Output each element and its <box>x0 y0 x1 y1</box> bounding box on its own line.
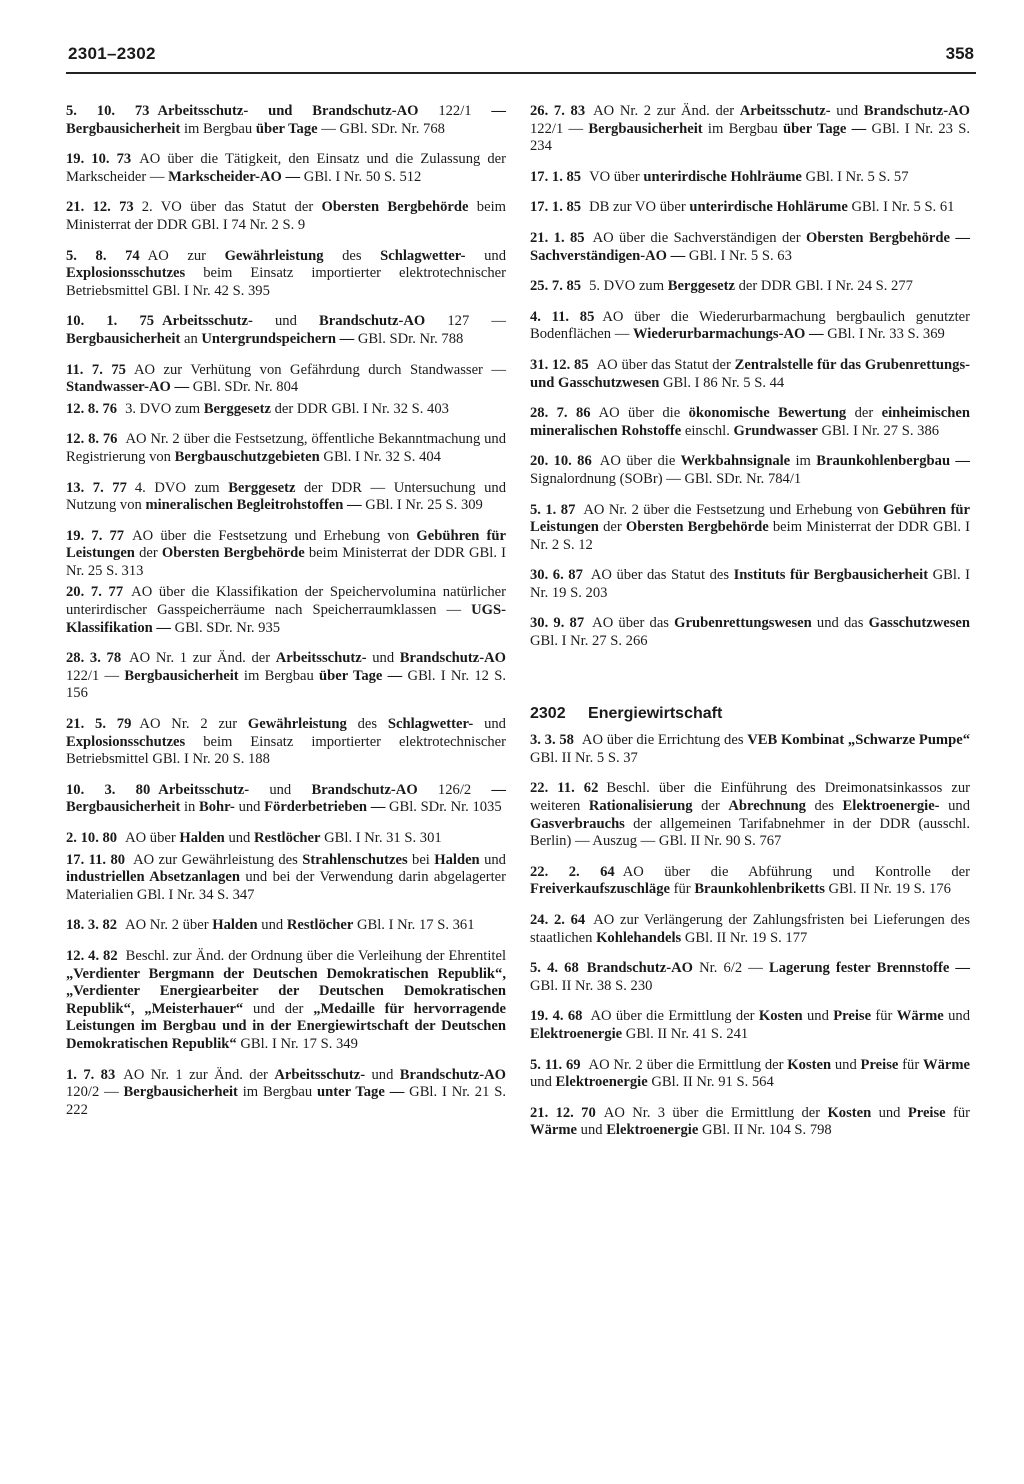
entry-text: AO zur Gewährleistung des <box>133 851 303 868</box>
entry-keyword: Arbeitsschutz- <box>158 781 250 798</box>
entry-text: in <box>180 799 199 816</box>
entry-keyword: Brandschutz-AO <box>319 313 426 330</box>
entry-text: AO über die Wiederurbarmachung bergbaulich genutzter Bodenflächen — <box>530 308 970 343</box>
index-entry <box>66 362 506 397</box>
entry-keyword: Bergbauschutzgebieten <box>174 448 320 465</box>
index-entry <box>530 278 970 296</box>
entry-text: und <box>831 1056 861 1073</box>
index-entry <box>530 567 970 602</box>
entry-text: und <box>224 830 254 846</box>
entry-keyword: unter Tage — <box>317 1084 405 1101</box>
entry-text: im Bergbau <box>238 667 320 684</box>
entry-text: AO über die Ermittlung der <box>590 1008 759 1025</box>
entry-keyword: Wärme <box>530 1122 578 1139</box>
entry-keyword: Kohlehandels <box>596 929 682 946</box>
section-title: Energiewirtschaft <box>588 704 723 722</box>
entry-text: und <box>479 851 506 868</box>
entry-keyword: Gewährleistung <box>224 247 324 264</box>
entry-date: 10. 3. 80 <box>66 781 151 798</box>
index-entry <box>530 169 970 187</box>
entry-date: 19. 4. 68 <box>530 1008 583 1025</box>
entry-text: Beschl. zur Änd. der Ordnung über die Verleihung der Ehrentitel <box>125 947 506 964</box>
entry-date: 11. 7. 75 <box>66 361 126 378</box>
entry-keyword: Berggesetz <box>228 479 296 496</box>
entry-date: 1. 7. 83 <box>66 1066 116 1083</box>
entry-keyword: industriellen Absetzanlagen <box>66 869 240 886</box>
index-entry <box>66 852 506 905</box>
entry-text: 4. DVO zum <box>134 479 229 496</box>
entry-text: GBl. I Nr. 23 S. 234 <box>530 120 970 155</box>
index-entry <box>66 151 506 186</box>
left-column <box>66 103 506 1132</box>
entry-keyword: „Verdienter Bergmann der Deutschen Demokratischen Republik“, „Verdienter Energiearbeiter der Deutschen Demokratischen Republik“, „Meisterhauer“ <box>66 965 506 1017</box>
entry-keyword: Arbeitsschutz- <box>739 103 831 119</box>
entry-keyword: unterirdische Hohlärume <box>689 199 848 216</box>
index-entry <box>66 782 506 817</box>
entry-keyword: Obersten Bergbehörde — Sachverständigen-AO — <box>530 229 970 264</box>
entry-text: AO zur <box>147 247 225 264</box>
entry-keyword: über Tage <box>255 120 318 137</box>
entry-date: 22. 11. 62 <box>530 780 599 797</box>
entry-text: GBl. I Nr. 5 S. 63 <box>685 247 792 264</box>
entry-keyword: Arbeitsschutz- <box>275 650 367 667</box>
page-range-label: 2301–2302 <box>68 44 156 63</box>
entry-date: 19. 7. 77 <box>66 527 125 544</box>
entry-text: für <box>871 1008 897 1025</box>
entry-keyword: Braunkohlenbergbau — <box>816 453 971 470</box>
entry-date: 20. 7. 77 <box>66 584 124 601</box>
entry-date: 10. 1. 75 <box>66 313 155 330</box>
entry-text: beim Einsatz importierter elektrotechnischer Betriebsmittel GBl. I Nr. 20 S. 188 <box>66 733 506 768</box>
entry-text: GBl. I Nr. 17 S. 349 <box>236 1035 358 1052</box>
entry-date: 21. 5. 79 <box>66 716 132 733</box>
entry-text: der allgemeinen Tarifabnehmer in der DDR (ausschl. Berlin) — Auszug — GBl. II Nr. 90 S. 767 <box>530 815 970 850</box>
entry-text: GBl. I Nr. 19 S. 203 <box>530 567 971 601</box>
index-entry <box>530 864 970 899</box>
entry-keyword: Elektroenergie <box>530 1025 623 1042</box>
entry-keyword: Brandschutz-AO <box>399 650 506 667</box>
entry-text: Nr. 6/2 — <box>692 960 769 977</box>
entry-text: und der <box>243 1000 314 1017</box>
entry-text: AO Nr. 2 über die Ermittlung der <box>588 1056 788 1073</box>
entry-keyword: unterirdische Hohlräume <box>643 168 802 185</box>
entry-keyword: Berggesetz <box>667 278 735 295</box>
index-entry <box>530 1105 970 1140</box>
index-entry <box>530 357 970 392</box>
entry-text: beim Ministerrat der DDR GBl. I Nr. 25 S. 313 <box>66 545 506 579</box>
entry-keyword: „Medaille für hervorragende Leistungen im Bergbau und in der Energiewirtschaft der Deutschen Demokratischen Republik“ <box>66 1000 506 1052</box>
entry-text: AO zur Verhütung von Gefährdung durch Standwasser — <box>133 361 506 378</box>
index-entry <box>530 615 970 650</box>
entry-keyword: Preise <box>860 1056 899 1073</box>
entry-text: GBl. II Nr. 19 S. 176 <box>824 881 951 898</box>
entry-date: 26. 7. 83 <box>530 103 586 119</box>
entry-text: und <box>473 716 506 733</box>
entry-text: beim Ministerrat der DDR GBl. I Nr. 2 S. 12 <box>530 519 970 553</box>
entry-date: 30. 6. 87 <box>530 567 583 584</box>
entry-text: für <box>669 881 695 898</box>
entry-text: des <box>323 247 381 264</box>
entry-text: und <box>577 1122 607 1139</box>
entry-keyword: UGS-Klassifikation — <box>66 602 506 636</box>
entry-text: 127 — <box>425 313 507 330</box>
entry-text: und <box>530 1074 556 1091</box>
entry-text: für <box>898 1056 923 1073</box>
entry-text: GBl. I Nr. 27 S. 386 <box>817 422 940 439</box>
entry-text: AO Nr. 2 zur Änd. der <box>593 103 740 119</box>
entry-keyword: Arbeitsschutz- und Brandschutz-AO <box>157 103 419 119</box>
entry-text: AO über die Sachverständigen der <box>592 229 806 246</box>
entry-text: und bei der Verwendung darin abgelagerter Materialien GBl. I Nr. 34 S. 347 <box>66 869 506 903</box>
entry-keyword: Wärme <box>922 1056 970 1073</box>
index-entry <box>530 309 970 344</box>
entry-text: an <box>180 330 202 347</box>
entry-text: und <box>465 247 506 264</box>
entry-text: AO über die Errichtung des <box>581 732 748 749</box>
index-entry <box>66 948 506 1054</box>
entry-text: 122/1 <box>418 103 492 119</box>
entry-keyword: Schlagwetter- <box>380 247 466 264</box>
entry-keyword: Obersten Bergbehörde <box>321 199 469 216</box>
entry-date: 21. 12. 73 <box>66 199 134 216</box>
entry-keyword: Elektroenergie <box>606 1122 699 1139</box>
entry-keyword: Bergbausicherheit <box>588 120 703 137</box>
entry-date: 3. 3. 58 <box>530 732 574 749</box>
entry-keyword: Obersten Bergbehörde <box>161 545 305 562</box>
entry-text: AO über die Klassifikation der Speichervolumina natürlicher unterirdischer Gasspeicherräume nach Speicherraumklassen — <box>66 584 506 619</box>
page-number: 358 <box>945 44 974 63</box>
entry-text: GBl. I Nr. 31 S. 301 <box>320 830 442 846</box>
entry-keyword: Bohr- <box>198 799 235 816</box>
index-entry <box>66 716 506 769</box>
entry-text: der DDR GBl. I Nr. 24 S. 277 <box>734 278 913 295</box>
entry-date: 21. 1. 85 <box>530 229 585 246</box>
entry-text: des <box>346 716 388 733</box>
entry-keyword: einheimischen mineralischen Rohstoffe <box>530 405 970 439</box>
entry-keyword: Brandschutz-AO <box>311 781 418 798</box>
entry-text: GBl. II Nr. 19 S. 177 <box>681 929 808 946</box>
entry-text: und <box>234 799 265 816</box>
section-heading <box>530 705 970 723</box>
entry-text: GBl. SDr. Nr. 935 <box>171 619 281 636</box>
index-entry <box>66 248 506 301</box>
entry-text: AO Nr. 2 über die Festsetzung, öffentliche Bekanntmachung und Registrierung von <box>66 431 506 465</box>
entry-text: im Bergbau <box>237 1084 317 1101</box>
entry-text: GBl. I Nr. 50 S. 512 <box>300 168 422 185</box>
entry-keyword: Gasverbrauchs <box>530 815 625 832</box>
entry-text: der <box>846 405 882 422</box>
index-entry <box>66 313 506 348</box>
index-entry <box>530 453 970 488</box>
entry-keyword: Gebühren für Leistungen <box>530 501 971 536</box>
index-entry <box>530 502 970 555</box>
entry-text: — GBl. SDr. Nr. 768 <box>317 120 445 137</box>
entry-keyword: Bergbausicherheit <box>123 1084 238 1101</box>
entry-keyword: ökonomische Bewertung <box>688 405 847 422</box>
entry-date: 19. 10. 73 <box>66 151 132 168</box>
index-entry <box>530 230 970 265</box>
entry-text: AO zur Verlängerung der Zahlungsfristen bei Lieferungen des staatlichen <box>530 912 971 946</box>
entry-text: GBl. I Nr. 17 S. 361 <box>353 917 475 934</box>
entry-keyword: Untergrundspeichern — <box>201 330 355 347</box>
entry-text: GBl. I Nr. 25 S. 309 <box>361 497 483 514</box>
index-entry <box>530 405 970 440</box>
entry-text: 5. DVO zum <box>589 278 668 295</box>
entry-keyword: Halden <box>434 851 480 868</box>
entry-keyword: Wiederurbarmachungs-AO — <box>632 326 824 343</box>
index-entry <box>66 401 506 419</box>
index-entry <box>66 1067 506 1120</box>
entry-keyword: Halden <box>179 830 225 846</box>
entry-text: und <box>366 650 400 667</box>
entry-keyword: Förderbetrieben — <box>264 799 386 816</box>
header-rule <box>66 72 976 74</box>
index-entry <box>66 103 506 138</box>
entry-text: der DDR GBl. I Nr. 32 S. 403 <box>270 400 449 417</box>
entry-keyword: Obersten Bergbehörde <box>625 519 769 536</box>
entry-text: und <box>939 798 970 815</box>
entry-text: GBl. I Nr. 32 S. 404 <box>319 448 441 465</box>
entry-text: 3. DVO zum <box>125 400 204 417</box>
entry-keyword: Brandschutz-AO <box>586 960 693 977</box>
entry-text: GBl. I Nr. 33 S. 369 <box>823 326 945 343</box>
entry-keyword: Abrechnung <box>728 798 806 815</box>
entry-text: Beschl. über die Einführung des Dreimonatsinkassos zur weiteren <box>530 780 971 815</box>
entry-text: AO über die Tätigkeit, den Einsatz und die Zulassung der Markscheider — <box>66 151 506 185</box>
section-number: 2302 <box>530 704 566 722</box>
entry-text: VO über <box>589 168 644 185</box>
entry-date: 28. 3. 78 <box>66 650 122 667</box>
entry-date: 5. 1. 87 <box>530 501 576 518</box>
entry-date: 13. 7. 77 <box>66 479 127 496</box>
entry-date: 24. 2. 64 <box>530 912 586 928</box>
entry-text: der <box>692 798 729 815</box>
entry-text: GBl. SDr. Nr. 804 <box>189 379 299 396</box>
index-entry <box>530 912 970 947</box>
entry-keyword: VEB Kombinat „Schwarze Pumpe“ <box>747 732 970 749</box>
index-entry <box>530 780 970 850</box>
entry-keyword: Gebühren für Leistungen <box>66 527 506 562</box>
entry-keyword: Grundwasser <box>733 422 818 439</box>
section-entries <box>530 732 970 1140</box>
entry-text: und <box>365 1066 400 1083</box>
entry-text: 122/1 — <box>66 667 125 684</box>
entry-text: und das <box>811 615 869 632</box>
entry-keyword: Preise <box>833 1008 872 1025</box>
entry-text: AO Nr. 1 zur Änd. der <box>129 650 276 667</box>
entry-text: GBl. I Nr. 5 S. 61 <box>847 199 955 216</box>
index-entry <box>530 199 970 217</box>
index-entry <box>66 830 506 848</box>
entry-date: 5. 10. 73 <box>66 103 150 119</box>
index-entry <box>66 650 506 703</box>
entry-keyword: Kosten <box>787 1056 832 1073</box>
entry-text: GBl. I Nr. 5 S. 57 <box>801 168 909 185</box>
entry-keyword: Arbeitsschutz- <box>274 1066 366 1083</box>
entry-keyword: Restlöcher <box>254 830 321 846</box>
entry-text: AO über die <box>599 453 681 470</box>
index-entry <box>66 199 506 234</box>
entry-keyword: Explosionsschutzes <box>66 265 186 282</box>
page-header <box>68 44 974 74</box>
entry-text: AO über das Statut der <box>596 356 735 373</box>
entry-text: DB zur VO über <box>589 199 690 216</box>
entry-text: der <box>134 545 162 562</box>
entry-text: AO über das <box>592 615 675 632</box>
entry-date: 17. 1. 85 <box>530 199 582 216</box>
entry-date: 5. 8. 74 <box>66 247 140 264</box>
entry-text: 122/1 — <box>530 120 589 137</box>
entry-text: und <box>249 781 312 798</box>
entry-text: im <box>790 453 817 470</box>
entry-text: AO über das Statut des <box>590 567 734 584</box>
entry-date: 17. 1. 85 <box>530 168 582 185</box>
entry-text: 2. VO über das Statut der <box>141 199 322 216</box>
right-entries <box>530 103 970 651</box>
entry-keyword: Restlöcher <box>286 917 354 934</box>
entry-text: GBl. I Nr. 21 S. 222 <box>66 1084 506 1118</box>
entry-keyword: über Tage — <box>319 667 403 684</box>
entry-text: im Bergbau <box>702 120 784 137</box>
entry-date: 17. 11. 80 <box>66 851 126 868</box>
entry-text: Signalordnung (SOBr) — GBl. SDr. Nr. 784/1 <box>530 470 802 487</box>
entry-text: GBl. II Nr. 38 S. 230 <box>530 977 653 994</box>
entry-date: 20. 10. 86 <box>530 453 592 470</box>
entry-keyword: Explosionsschutzes <box>66 733 186 750</box>
entry-keyword: Zentralstelle für das Grubenrettungs- und Gasschutzwesen <box>530 356 970 391</box>
entry-keyword: mineralischen Begleitrohstoffen — <box>145 497 362 514</box>
entry-text: AO über <box>125 830 180 846</box>
entry-date: 5. 4. 68 <box>530 960 579 977</box>
right-column <box>530 103 970 1153</box>
entry-date: 18. 3. 82 <box>66 917 118 934</box>
entry-text: AO über die <box>598 405 689 422</box>
entry-date: 4. 11. 85 <box>530 308 595 325</box>
entry-text: GBl. II Nr. 41 S. 241 <box>622 1025 749 1042</box>
entry-keyword: Bergbausicherheit <box>66 330 181 347</box>
entry-keyword: Kosten <box>827 1104 872 1121</box>
index-entry <box>66 431 506 466</box>
entry-date: 28. 7. 86 <box>530 405 591 422</box>
entry-text: AO Nr. 2 zur <box>139 716 248 733</box>
entry-text: AO Nr. 2 über <box>125 917 213 934</box>
entry-text: einschl. <box>681 422 734 439</box>
entry-text: GBl. II Nr. 104 S. 798 <box>698 1122 832 1139</box>
entry-date: 12. 4. 82 <box>66 947 118 964</box>
entry-date: 25. 7. 85 <box>530 278 582 295</box>
entry-text: GBl. I Nr. 12 S. 156 <box>66 667 506 702</box>
entry-keyword: Gewährleistung <box>247 716 347 733</box>
entry-text: und <box>943 1008 971 1025</box>
entry-text: GBl. I 86 Nr. 5 S. 44 <box>659 374 785 391</box>
entry-keyword: Standwasser-AO — <box>66 379 190 396</box>
entry-text: und <box>871 1104 908 1121</box>
entry-date: 21. 12. 70 <box>530 1104 596 1121</box>
entry-text: beim Einsatz importierter elektrotechnischer Betriebsmittel GBl. I Nr. 42 S. 395 <box>66 265 506 299</box>
entry-date: 12. 8. 76 <box>66 431 118 448</box>
entry-text: für <box>945 1104 971 1121</box>
entry-keyword: Instituts für Bergbausicherheit <box>733 567 929 584</box>
entry-keyword: über Tage — <box>783 120 867 137</box>
entry-keyword: Lagerung fester Brennstoffe — <box>768 960 971 977</box>
entry-text: und <box>257 917 287 934</box>
entry-keyword: Werkbahnsignale <box>680 453 791 470</box>
entry-text: im Bergbau <box>180 120 256 137</box>
entry-text: GBl. SDr. Nr. 1035 <box>385 799 502 816</box>
entry-keyword: Halden <box>212 917 258 934</box>
entry-text: der <box>598 519 626 536</box>
entry-keyword: Freiverkaufszuschläge <box>530 881 670 898</box>
index-entry <box>530 732 970 767</box>
entry-keyword: Braunkohlenbriketts <box>694 881 825 898</box>
index-entry <box>66 917 506 935</box>
entry-text: beim Ministerrat der DDR GBl. I 74 Nr. 2 S. 9 <box>66 199 506 233</box>
entry-keyword: Schlagwetter- <box>387 716 474 733</box>
entry-text: GBl. I Nr. 27 S. 266 <box>530 633 648 650</box>
index-entry <box>66 480 506 515</box>
entry-date: 2. 10. 80 <box>66 830 118 846</box>
entry-date: 31. 12. 85 <box>530 356 589 373</box>
entry-text: bei <box>407 851 435 868</box>
entry-keyword: Elektroenergie <box>555 1074 648 1091</box>
entry-text: und <box>252 313 320 330</box>
index-entry <box>530 1057 970 1092</box>
entry-text: GBl. II Nr. 91 S. 564 <box>647 1074 774 1091</box>
index-entry <box>530 103 970 156</box>
entry-keyword: Wärme <box>896 1008 944 1025</box>
entry-keyword: Preise <box>907 1104 946 1121</box>
entry-keyword: Strahlenschutzes <box>302 851 408 868</box>
entry-text: GBl. II Nr. 5 S. 37 <box>530 749 638 766</box>
entry-text: AO über die Abführung und Kontrolle der <box>622 863 970 880</box>
index-entry <box>530 960 970 995</box>
entry-text: des <box>805 798 843 815</box>
entry-keyword: Elektroenergie- <box>842 798 940 815</box>
entry-keyword: Gasschutzwesen <box>868 615 970 632</box>
entry-keyword: Arbeitsschutz- <box>162 313 253 330</box>
index-entry <box>66 584 506 637</box>
entry-keyword: Brandschutz-AO <box>863 103 970 119</box>
entry-keyword: Grubenrettungswesen <box>674 615 812 632</box>
entry-keyword: — Bergbausicherheit <box>66 103 506 137</box>
entry-text: AO Nr. 3 über die Ermittlung der <box>603 1104 828 1121</box>
index-entry <box>530 1008 970 1043</box>
entry-keyword: Berggesetz <box>203 400 271 417</box>
entry-date: 12. 8. 76 <box>66 400 118 417</box>
entry-text: 120/2 — <box>66 1084 124 1101</box>
entry-text: GBl. SDr. Nr. 788 <box>354 330 464 347</box>
entry-keyword: — Bergbausicherheit <box>66 781 507 816</box>
entry-keyword: Rationalisierung <box>588 798 693 815</box>
entry-text: und <box>830 103 864 119</box>
entry-text: der DDR — Untersuchung und Nutzung von <box>66 479 506 514</box>
entry-text: AO Nr. 1 zur Änd. der <box>123 1066 275 1083</box>
index-entry <box>66 528 506 581</box>
entry-text: 126/2 <box>417 781 492 798</box>
entry-text: und <box>802 1008 834 1025</box>
entry-keyword: Bergbausicherheit <box>124 667 239 684</box>
entry-keyword: Brandschutz-AO <box>399 1066 507 1083</box>
entry-text: AO über die Festsetzung und Erhebung von <box>132 527 417 544</box>
entry-date: 5. 11. 69 <box>530 1056 581 1073</box>
entry-date: 30. 9. 87 <box>530 615 585 632</box>
entry-keyword: Kosten <box>758 1008 803 1025</box>
entry-keyword: Markscheider-AO — <box>168 168 301 185</box>
entry-date: 22. 2. 64 <box>530 863 615 880</box>
entry-text: AO Nr. 2 über die Festsetzung und Erhebung von <box>583 501 884 518</box>
